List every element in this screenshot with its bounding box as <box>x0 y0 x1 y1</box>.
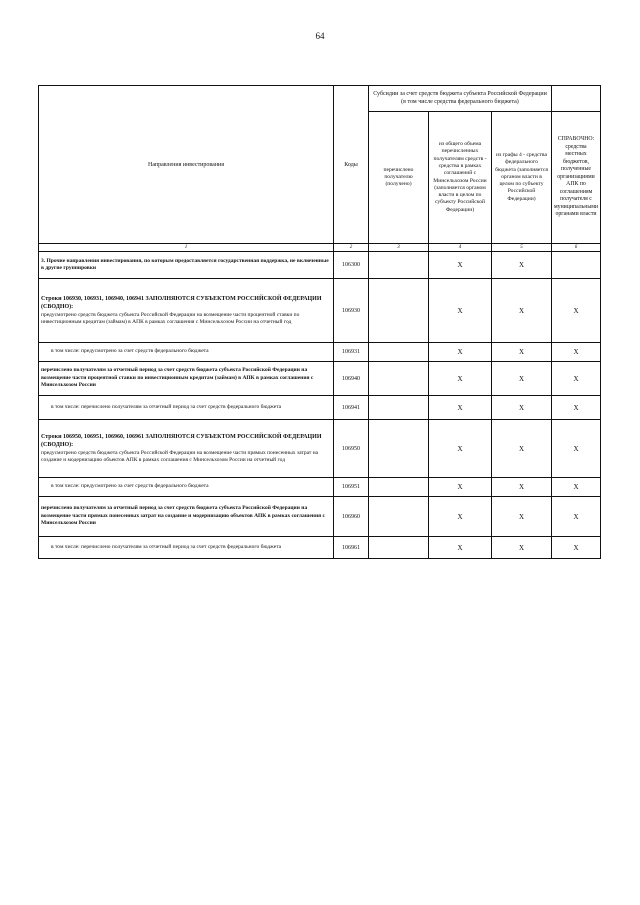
cell-transferred <box>369 420 429 478</box>
cell-from-graph4: X <box>492 252 552 279</box>
row-description: в том числе: перечислено получателям за отчетный период за счет средств федерального бюджета <box>39 537 334 559</box>
header-from-total: из общего объема перечисленных получателям средств - средства в рамках соглашений с Минсельхозом России (заполняется органом власти в целом по субъекту Российской Федерации) <box>429 112 492 244</box>
row-code: 106931 <box>334 343 369 362</box>
table-row <box>39 420 601 478</box>
cell-reference <box>552 252 601 279</box>
row-code: 106940 <box>334 362 369 396</box>
cell-reference: X <box>552 497 601 537</box>
cell-from-graph4: X <box>492 497 552 537</box>
cell-from-total: X <box>429 497 492 537</box>
cell-from-graph4: X <box>492 343 552 362</box>
row-description: в том числе: предусмотрено за счет средств федерального бюджета <box>39 478 334 497</box>
cell-transferred <box>369 537 429 559</box>
column-number: 2 <box>334 244 369 252</box>
cell-from-total: X <box>429 537 492 559</box>
row-description: перечислено получателям за отчетный период за счет средств бюджета субъекта Российской Федерации на возмещение части прямых понесенных затрат на создание и модернизацию объектов АПК в рамках соглашения с Минсельхозом России <box>39 497 334 537</box>
header-codes: Коды <box>334 86 369 244</box>
cell-transferred <box>369 362 429 396</box>
table-row <box>39 343 601 362</box>
cell-reference: X <box>552 362 601 396</box>
cell-from-total: X <box>429 420 492 478</box>
cell-from-total: X <box>429 252 492 279</box>
cell-reference: X <box>552 537 601 559</box>
header-reference: СПРАВОЧНО: средства местных бюджетов, полученные организациями АПК по соглашениям получателя с муниципальными органами власти <box>552 112 601 244</box>
cell-reference: X <box>552 420 601 478</box>
page-number: 64 <box>315 31 325 41</box>
row-text: предусмотрено средств бюджета субъекта Российской Федерации на возмещение части процентной ставки по инвестиционным кредитам (займам) в АПК в рамках соглашения с Минсельхозом России на отчетный год <box>41 311 300 325</box>
table-row <box>39 478 601 497</box>
row-title: Строки 106950, 106951, 106960, 106961 ЗАПОЛНЯЮТСЯ СУБЪЕКТОМ РОССИЙСКОЙ ФЕДЕРАЦИИ (СВОДНО): <box>41 433 322 449</box>
row-description <box>39 420 334 478</box>
column-number: 5 <box>492 244 552 252</box>
table-row <box>39 279 601 343</box>
cell-from-total: X <box>429 396 492 420</box>
column-number: 4 <box>429 244 492 252</box>
row-title: Строки 106930, 106931, 106940, 106941 ЗАПОЛНЯЮТСЯ СУБЪЕКТОМ РОССИЙСКОЙ ФЕДЕРАЦИИ (СВОДНО): <box>41 295 322 311</box>
row-code: 106950 <box>334 420 369 478</box>
row-code: 106930 <box>334 279 369 343</box>
row-code: 106941 <box>334 396 369 420</box>
header-from-graph4: из графы 4 - средства федерального бюджета (заполняется органом власти в целом по субъекту Российской Федерации) <box>492 112 552 244</box>
cell-transferred <box>369 396 429 420</box>
table-row <box>39 396 601 420</box>
cell-from-graph4: X <box>492 420 552 478</box>
row-description <box>39 279 334 343</box>
table-row <box>39 252 601 279</box>
table-row <box>39 497 601 537</box>
row-code: 106951 <box>334 478 369 497</box>
cell-reference: X <box>552 343 601 362</box>
table-row <box>39 362 601 396</box>
row-description: перечислено получателям за отчетный период за счет средств бюджета субъекта Российской Федерации на возмещение части процентной ставки по инвестиционным кредитам (займам) в АПК в рамках соглашения с Минсельхозом России <box>39 362 334 396</box>
cell-reference: X <box>552 396 601 420</box>
column-number: 6 <box>552 244 601 252</box>
column-number: 3 <box>369 244 429 252</box>
cell-from-total: X <box>429 343 492 362</box>
cell-transferred <box>369 252 429 279</box>
header-blank-cell <box>552 86 601 112</box>
cell-from-total: X <box>429 362 492 396</box>
cell-from-graph4: X <box>492 362 552 396</box>
cell-from-graph4: X <box>492 537 552 559</box>
row-description: в том числе: перечислено получателям за отчетный период за счет средств федерального бюджета <box>39 396 334 420</box>
table-row <box>39 537 601 559</box>
cell-reference: X <box>552 478 601 497</box>
column-numbers-row <box>39 244 601 252</box>
header-direction: Направления инвестирования <box>39 86 334 244</box>
cell-transferred <box>369 497 429 537</box>
investment-form-table <box>38 85 601 559</box>
cell-transferred <box>369 478 429 497</box>
row-text: предусмотрено средств бюджета субъекта Российской Федерации на возмещение части прямых понесенных затрат на создание и модернизацию объектов АПК в рамках соглашения с Минсельхозом России на отчетный год <box>41 449 319 463</box>
row-code: 106300 <box>334 252 369 279</box>
column-number: 1 <box>39 244 334 252</box>
row-description: 3. Прочие направления инвестирования, по которым предоставляется государственная поддержка, не включенные в другие группировки <box>39 252 334 279</box>
row-code: 106961 <box>334 537 369 559</box>
cell-from-total: X <box>429 279 492 343</box>
row-description: в том числе: предусмотрено за счет средств федерального бюджета <box>39 343 334 362</box>
header-subsidy-group: Субсидии за счет средств бюджета субъекта Российской Федерации (в том числе средства федерального бюджета) <box>369 86 552 112</box>
cell-from-total: X <box>429 478 492 497</box>
header-transferred: перечислено получателю (получено) <box>369 112 429 244</box>
cell-from-graph4: X <box>492 396 552 420</box>
cell-from-graph4: X <box>492 279 552 343</box>
cell-from-graph4: X <box>492 478 552 497</box>
cell-transferred <box>369 343 429 362</box>
row-code: 106960 <box>334 497 369 537</box>
cell-reference: X <box>552 279 601 343</box>
cell-transferred <box>369 279 429 343</box>
